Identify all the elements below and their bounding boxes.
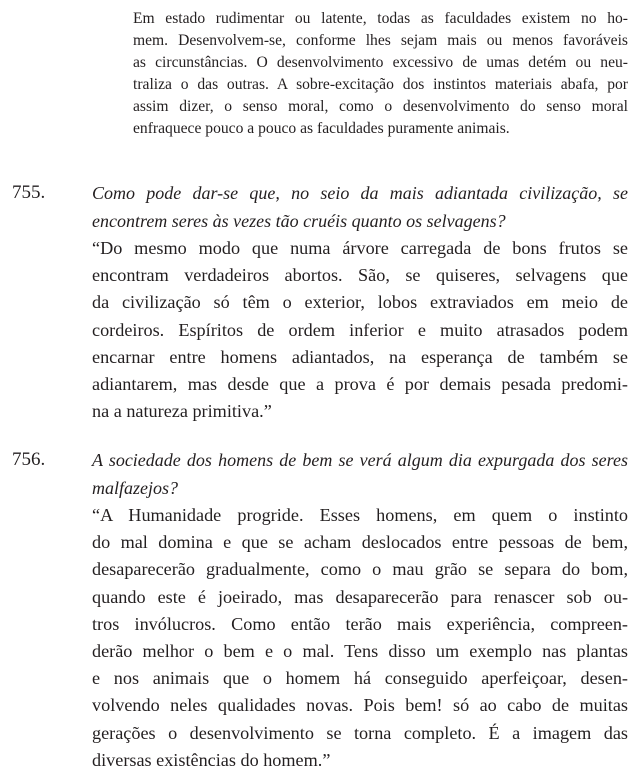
answer-line: tros invólucros. Como então terão mais experiência, compreen- (92, 613, 628, 634)
answer-line: diversas existências do homem.” (92, 749, 331, 770)
answer-line: cordeiros. Espíritos de ordem inferior e muito atrasados podem (92, 319, 628, 340)
answer-text (92, 502, 628, 774)
answer-line: “Do mesmo modo que numa árvore carregada de bons frutos se (92, 238, 628, 258)
answer-text (92, 235, 628, 425)
answer-line: adiantarem, mas desde que a prova é por demais pesada predomi- (92, 374, 628, 395)
intro-line: mem. Desenvolvem-se, conforme lhes sejam mais ou menos favoráveis (133, 32, 628, 49)
answer-line: da civilização só têm o exterior, lobos extraviados em meio de (92, 292, 628, 313)
question-body (92, 179, 628, 425)
answer-line: encontram verdadeiros abortos. São, se quiseres, selvagens que (92, 265, 628, 286)
answer-line: do mal domina e que se acham deslocados entre pessoas de bem, (92, 532, 628, 553)
intro-line: Em estado rudimentar ou latente, todas as faculdades existem no ho- (133, 10, 628, 27)
answer-line: encarnar entre homens adiantados, na esperança de também se (92, 346, 628, 367)
intro-paragraph (133, 8, 628, 140)
intro-line: assim dizer, o senso moral, como o desenvolvimento do senso moral (133, 98, 628, 115)
intro-line: as circunstâncias. O desenvolvimento excessivo de umas detém ou neu- (133, 54, 628, 71)
answer-line: gerações o desenvolvimento se torna completo. É a imagem das (92, 722, 628, 743)
intro-line: traliza o das outras. A sobre-excitação dos instintos materiais abafa, por (133, 76, 628, 93)
intro-line: enfraquece pouco a pouco as faculdades puramente animais. (133, 120, 510, 137)
question-line: A sociedade dos homens de bem se verá algum dia expurgada dos seres (92, 450, 628, 470)
question-line: Como pode dar-se que, no seio da mais adiantada civilização, se (92, 183, 628, 203)
question-number: 755. (12, 182, 46, 203)
answer-line: desaparecerão gradualmente, como o mau grão se separa do bom, (92, 559, 628, 580)
answer-line: derão melhor o bem e o mal. Tens disso um exemplo nas plantas (92, 641, 628, 662)
question-body (92, 446, 628, 774)
answer-line: volvendo neles qualidades novas. Pois bem! só ao cabo de muitas (92, 695, 628, 716)
answer-line: “A Humanidade progride. Esses homens, em quem o instinto (92, 505, 628, 525)
question-line: malfazejos? (92, 478, 179, 498)
question-text (92, 446, 628, 502)
answer-line: e nos animais que o homem há conseguido aperfeiçoar, desen- (92, 668, 628, 689)
answer-line: na a natureza primitiva.” (92, 401, 272, 422)
answer-line: quando este é joeirado, mas desaparecerão para renascer sob ou- (92, 586, 628, 607)
question-text (92, 179, 628, 235)
question-line: encontrem seres às vezes tão cruéis quanto os selvagens? (92, 211, 506, 231)
question-number: 756. (12, 449, 46, 470)
